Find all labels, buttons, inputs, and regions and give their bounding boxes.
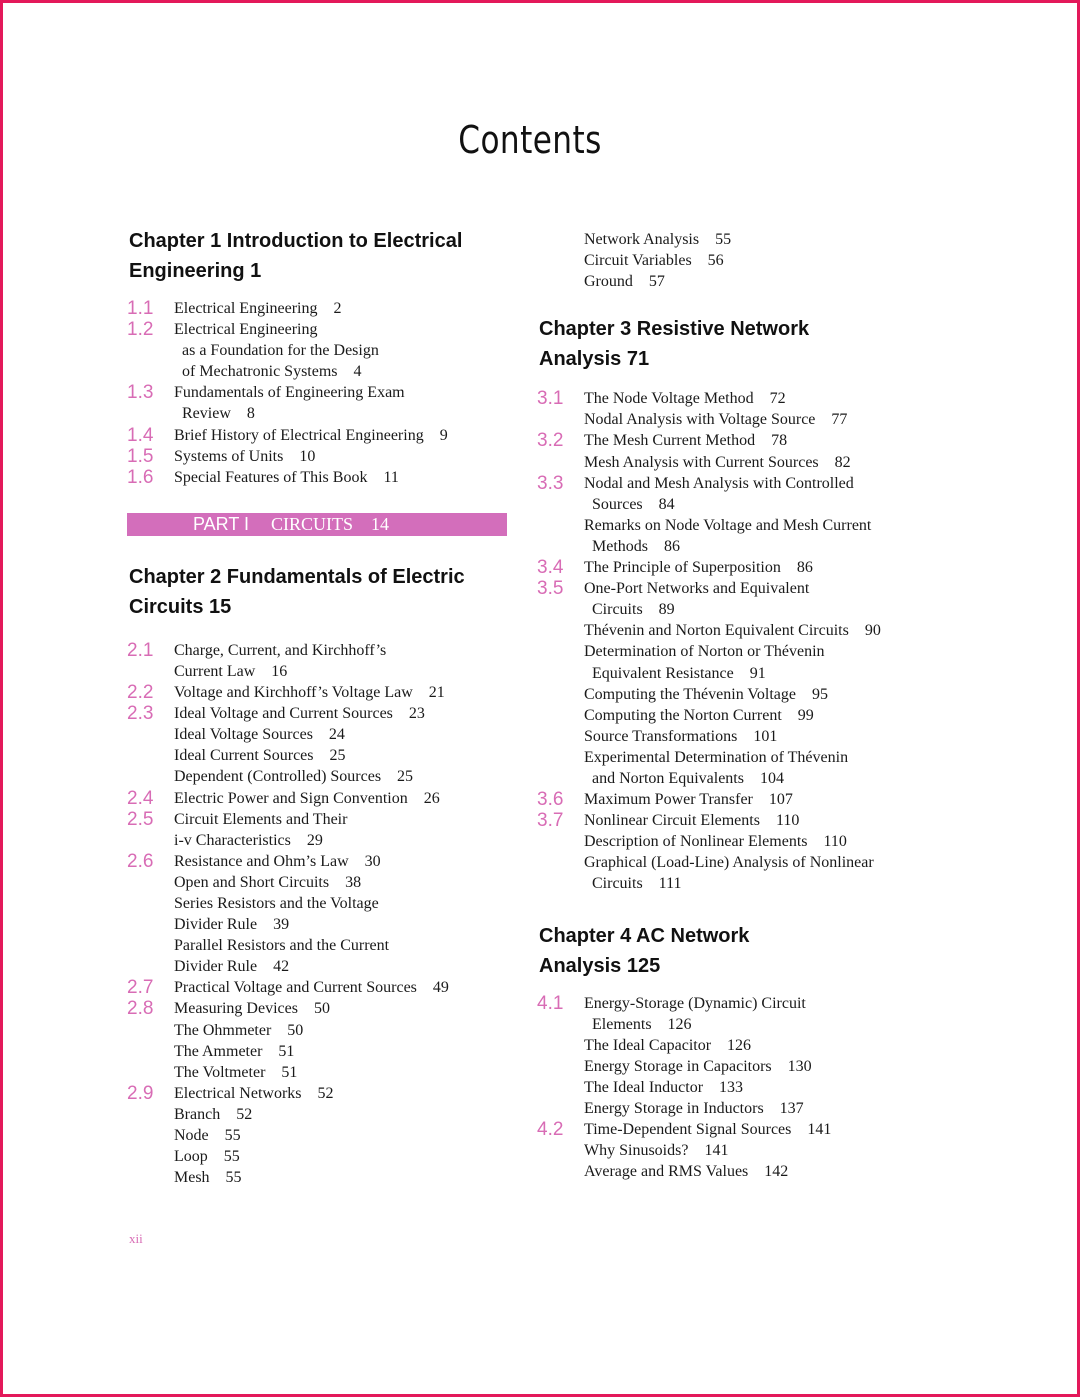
section-number: 4.1 (537, 992, 564, 1014)
toc-entry (537, 620, 927, 641)
chapter-heading-line: Chapter 2 Fundamentals of Electric (129, 565, 465, 588)
section-title: Ideal Current Sources 25 (174, 747, 346, 765)
toc-entry (127, 977, 507, 998)
toc-entry (127, 872, 507, 893)
section-number: 1.3 (127, 382, 154, 404)
section-number: 2.1 (127, 639, 154, 661)
toc-entry (537, 726, 927, 747)
toc-entry (537, 831, 927, 852)
toc-entry (127, 851, 507, 872)
section-title: Charge, Current, and Kirchhoff’s (174, 641, 387, 659)
section-title: Methods 86 (584, 537, 680, 555)
section-number (127, 956, 174, 977)
toc-entry (127, 298, 507, 319)
section-title: The Mesh Current Method 78 (584, 432, 788, 450)
section-title: Remarks on Node Voltage and Mesh Current (584, 516, 872, 534)
toc-entry (127, 1041, 507, 1062)
section-title: Ground 57 (584, 273, 665, 291)
toc-entry (537, 536, 927, 557)
toc-entry (127, 788, 507, 809)
section-title: Series Resistors and the Voltage (174, 894, 379, 912)
section-number (537, 599, 584, 620)
page-title: Contents (458, 118, 602, 162)
section-title: Brief History of Electrical Engineering 9 (174, 426, 448, 444)
section-title: Practical Voltage and Current Sources 49 (174, 979, 449, 997)
section-title: The Voltmeter 51 (174, 1063, 298, 1081)
toc-entry (537, 1035, 927, 1056)
section-number (127, 745, 174, 766)
section-number: 3.7 (537, 810, 564, 832)
chapter-heading-line: Analysis 71 (539, 348, 650, 371)
toc-entry (537, 1140, 927, 1161)
section-title: Mesh Analysis with Current Sources 82 (584, 453, 851, 471)
section-number: 2.3 (127, 703, 154, 725)
section-number (127, 1104, 174, 1125)
section-title: Electrical Engineering 2 (174, 300, 342, 317)
toc-entry (537, 1056, 927, 1077)
toc-entry (127, 1020, 507, 1041)
section-title: Determination of Norton or Thévenin (584, 643, 825, 661)
section-title: Dependent (Controlled) Sources 25 (174, 768, 414, 786)
toc-entry (537, 663, 927, 684)
section-title: The Principle of Superposition 86 (584, 559, 813, 577)
section-title: of Mechatronic Systems 4 (174, 363, 362, 381)
part-label: PART I (193, 513, 250, 534)
section-title: Measuring Devices 50 (174, 1000, 330, 1018)
section-title: Nodal and Mesh Analysis with Controlled (584, 474, 854, 492)
section-number: 2.8 (127, 998, 154, 1020)
section-title: Elements 126 (584, 1015, 692, 1033)
section-number (537, 641, 584, 662)
toc-entry (127, 998, 507, 1019)
toc-entry (537, 768, 927, 789)
section-number (537, 452, 584, 473)
section-title: Parallel Resistors and the Current (174, 937, 390, 955)
section-title: The Ohmmeter 50 (174, 1021, 304, 1039)
section-number: 3.3 (537, 472, 564, 494)
section-number (127, 893, 174, 914)
section-title: and Norton Equivalents 104 (584, 769, 784, 787)
toc-entry (127, 340, 507, 361)
section-title: Open and Short Circuits 38 (174, 873, 362, 891)
toc-entry (537, 578, 927, 599)
chapter-heading-line: Chapter 4 AC Network (539, 924, 750, 947)
section-number (127, 724, 174, 745)
section-number (537, 1014, 584, 1035)
section-number (127, 830, 174, 851)
section-number (537, 409, 584, 430)
section-title: Divider Rule 39 (174, 916, 290, 934)
toc-entry (537, 852, 927, 873)
section-title: Average and RMS Values 142 (584, 1163, 789, 1181)
toc-entry (537, 684, 927, 705)
section-number (537, 250, 584, 271)
toc-entry (127, 745, 507, 766)
section-title: Nodal Analysis with Voltage Source 77 (584, 411, 848, 429)
section-number: 3.1 (537, 388, 564, 410)
section-number (537, 663, 584, 684)
toc-entry (127, 1083, 507, 1104)
section-title: The Node Voltage Method 72 (584, 390, 786, 408)
toc-entry (537, 1014, 927, 1035)
section-title: One-Port Networks and Equivalent (584, 580, 810, 598)
section-title: Circuit Elements and Their (174, 810, 348, 828)
section-number (127, 361, 174, 382)
chapter-4-entries (537, 993, 927, 1183)
toc-entry (537, 789, 927, 810)
chapter-heading-line: Chapter 3 Resistive Network (539, 318, 810, 341)
toc-entry (537, 452, 927, 473)
toc-entry (537, 641, 927, 662)
section-number (127, 661, 174, 682)
section-number (537, 768, 584, 789)
toc-entry (127, 935, 507, 956)
section-number (537, 620, 584, 641)
section-title: Computing the Norton Current 99 (584, 706, 814, 724)
section-title: Systems of Units 10 (174, 447, 316, 465)
section-number (537, 1077, 584, 1098)
section-number: 1.4 (127, 424, 154, 446)
section-number (127, 914, 174, 935)
toc-entry (127, 425, 507, 446)
section-title: Voltage and Kirchhoff’s Voltage Law 21 (174, 684, 445, 702)
contents-right-column (537, 229, 927, 1182)
toc-entry (127, 361, 507, 382)
section-title: Current Law 16 (174, 662, 288, 680)
section-number: 4.2 (537, 1119, 564, 1141)
section-number (127, 1146, 174, 1167)
toc-entry (537, 993, 927, 1014)
toc-entry (127, 1146, 507, 1167)
toc-entry (537, 473, 927, 494)
section-number (537, 536, 584, 557)
toc-entry (127, 703, 507, 724)
section-title: Resistance and Ohm’s Law 30 (174, 852, 381, 870)
toc-entry (127, 403, 507, 424)
section-number (537, 1056, 584, 1077)
section-number: 3.6 (537, 789, 564, 811)
section-title: Source Transformations 101 (584, 727, 778, 745)
toc-entry (537, 873, 927, 894)
toc-entry (127, 766, 507, 787)
section-title: Energy Storage in Capacitors 130 (584, 1057, 812, 1075)
toc-entry (127, 914, 507, 935)
section-number (537, 271, 584, 292)
section-number (537, 726, 584, 747)
section-number (127, 403, 174, 424)
section-number (537, 873, 584, 894)
chapter-4-heading (539, 921, 927, 981)
toc-entry (127, 382, 507, 403)
section-number (537, 515, 584, 536)
toc-entry (537, 229, 927, 250)
section-number (127, 1041, 174, 1062)
toc-entry (127, 1104, 507, 1125)
section-number (537, 1140, 584, 1161)
section-number: 2.6 (127, 850, 154, 872)
section-title: Time-Dependent Signal Sources 141 (584, 1121, 832, 1139)
section-number (537, 1035, 584, 1056)
section-title: Description of Nonlinear Elements 110 (584, 833, 847, 851)
toc-entry (127, 1125, 507, 1146)
section-title: Electrical Engineering (174, 321, 318, 339)
chapter-heading-line: Circuits 15 (129, 595, 232, 618)
section-title: Special Features of This Book 11 (174, 468, 399, 486)
section-title: Thévenin and Norton Equivalent Circuits 90 (584, 622, 881, 640)
toc-entry (537, 557, 927, 578)
toc-entry (537, 747, 927, 768)
section-title: The Ideal Inductor 133 (584, 1078, 744, 1096)
section-number (537, 229, 584, 250)
section-title: Circuit Variables 56 (584, 252, 724, 270)
section-number (537, 494, 584, 515)
chapter-2-entries (127, 640, 507, 1188)
section-title: as a Foundation for the Design (174, 342, 379, 360)
section-title: Review 8 (174, 405, 255, 423)
section-number: 1.6 (127, 466, 154, 488)
section-number (127, 1125, 174, 1146)
section-title: Circuits 111 (584, 875, 682, 893)
chapter-3-entries (537, 388, 927, 894)
section-number (537, 831, 584, 852)
toc-entry (127, 956, 507, 977)
section-number: 2.4 (127, 787, 154, 809)
section-number: 3.5 (537, 578, 564, 600)
toc-entry (537, 250, 927, 271)
toc-entry (537, 1098, 927, 1119)
chapter-heading-line: Analysis 125 (539, 954, 661, 977)
section-number: 2.5 (127, 808, 154, 830)
section-number (127, 1062, 174, 1083)
toc-entry (537, 705, 927, 726)
toc-entry (127, 467, 507, 488)
toc-entry (537, 599, 927, 620)
section-title: Branch 52 (174, 1105, 253, 1123)
section-title: Maximum Power Transfer 107 (584, 791, 793, 809)
section-title: Network Analysis 55 (584, 231, 732, 248)
section-title: Loop 55 (174, 1148, 240, 1166)
continued-entries (537, 229, 927, 292)
section-number: 2.7 (127, 977, 154, 999)
section-number (127, 872, 174, 893)
section-title: The Ideal Capacitor 126 (584, 1036, 752, 1054)
section-number (537, 747, 584, 768)
toc-entry (127, 724, 507, 745)
section-title: Experimental Determination of Thévenin (584, 748, 849, 766)
section-title: Node 55 (174, 1127, 241, 1144)
toc-entry (537, 271, 927, 292)
section-title: Graphical (Load-Line) Analysis of Nonlinear (584, 854, 874, 872)
part-title: CIRCUITS 14 (271, 513, 390, 534)
section-title: Electrical Networks 52 (174, 1084, 334, 1102)
chapter-3-heading (539, 314, 927, 374)
section-title: Sources 84 (584, 495, 675, 513)
section-title: Why Sinusoids? 141 (584, 1142, 729, 1160)
toc-entry (127, 319, 507, 340)
section-title: Nonlinear Circuit Elements 110 (584, 812, 800, 830)
section-title: i-v Characteristics 29 (174, 831, 323, 849)
section-title: Circuits 89 (584, 601, 675, 619)
section-number (537, 684, 584, 705)
section-title: Computing the Thévenin Voltage 95 (584, 685, 828, 703)
section-title: Mesh 55 (174, 1169, 242, 1187)
chapter-1-entries (127, 298, 507, 488)
section-title: The Ammeter 51 (174, 1042, 295, 1060)
chapter-heading-line: Chapter 1 Introduction to Electrical (129, 230, 463, 252)
section-number (127, 935, 174, 956)
toc-entry (127, 830, 507, 851)
section-number (537, 705, 584, 726)
section-title: Energy Storage in Inductors 137 (584, 1100, 804, 1117)
section-number (127, 1020, 174, 1041)
contents-left-column (127, 226, 507, 1188)
toc-entry (127, 1062, 507, 1083)
section-title: Ideal Voltage and Current Sources 23 (174, 705, 425, 723)
section-number (127, 1167, 174, 1188)
chapter-2-heading (129, 562, 507, 622)
chapter-1-heading (129, 226, 507, 286)
toc-entry (537, 1119, 927, 1140)
section-number: 1.2 (127, 319, 154, 341)
toc-entry (127, 661, 507, 682)
toc-entry (537, 1161, 927, 1182)
section-number: 2.2 (127, 682, 154, 704)
toc-entry (127, 640, 507, 661)
section-title: Ideal Voltage Sources 24 (174, 726, 345, 744)
chapter-heading-line: Engineering 1 (129, 260, 262, 282)
section-title: Energy-Storage (Dynamic) Circuit (584, 994, 806, 1012)
toc-entry (537, 388, 927, 409)
toc-entry (537, 409, 927, 430)
toc-entry (537, 1077, 927, 1098)
section-title: Equivalent Resistance 91 (584, 664, 766, 682)
section-title: Electric Power and Sign Convention 26 (174, 789, 440, 807)
section-number: 2.9 (127, 1082, 154, 1104)
section-number (537, 1161, 584, 1182)
section-number: 3.2 (537, 430, 564, 452)
section-title: Divider Rule 42 (174, 958, 290, 976)
page-number: xii (129, 1231, 143, 1246)
toc-entry (127, 893, 507, 914)
toc-entry (537, 515, 927, 536)
section-number: 1.5 (127, 445, 154, 467)
toc-entry (537, 494, 927, 515)
toc-entry (127, 1167, 507, 1188)
toc-entry (127, 682, 507, 703)
section-number: 1.1 (127, 298, 154, 319)
section-number: 3.4 (537, 557, 564, 579)
toc-entry (537, 430, 927, 451)
toc-entry (537, 810, 927, 831)
section-title: Fundamentals of Engineering Exam (174, 384, 405, 402)
section-number (537, 852, 584, 873)
section-number (127, 340, 174, 361)
part-banner (127, 513, 507, 536)
section-number (127, 766, 174, 787)
section-number (537, 1098, 584, 1119)
toc-entry (127, 446, 507, 467)
toc-entry (127, 809, 507, 830)
